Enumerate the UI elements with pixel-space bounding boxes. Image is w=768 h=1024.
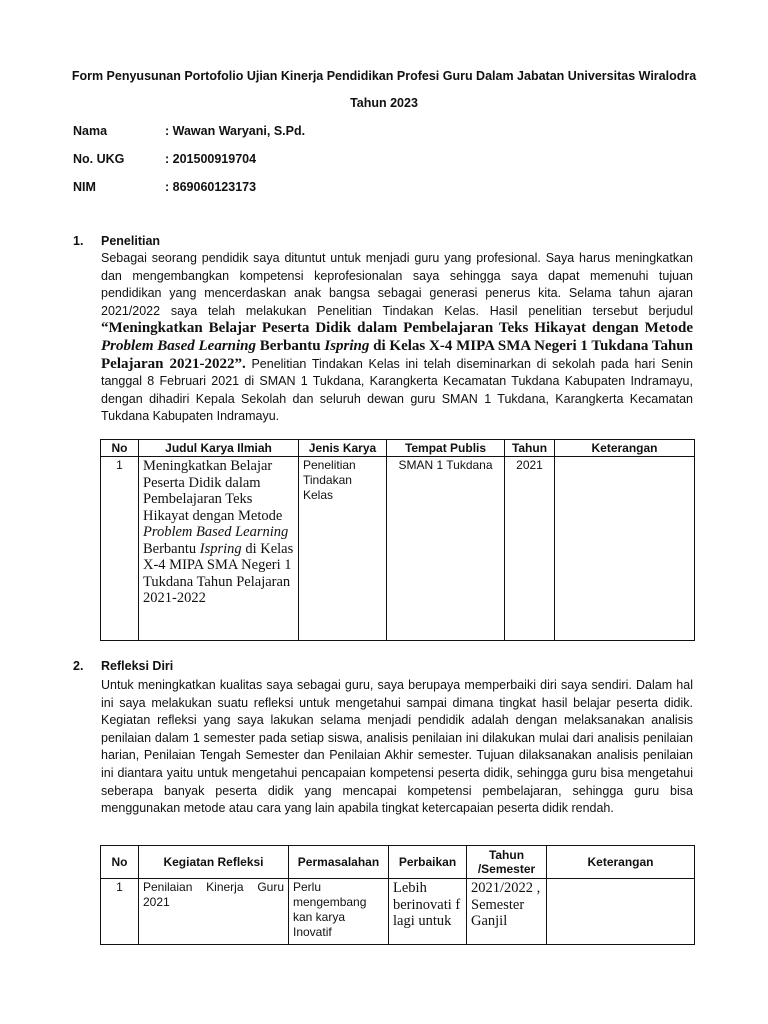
refleksi-paragraph: Untuk meningkatkan kualitas saya sebagai guru, saya berupaya memperbaiki diri saya sendiri. Dalam hal ini saya melakukan suatu refleksi untuk mengetahui sampai dimana tingkat hasil belajar peserta didik. Kegiatan refleksi yang saya lakukan selama menjadi pendidik adalah dengan melaksanakan analisis penilaian dalam 1 semester pada setiap siswa, analisis penilaian ini dilakukan mulai dari analisis penilaian harian, Penilaian Tengah Semester dan Penilaian Akhir semester. Tujuan dilaksanakan analisis penilaian ini diantara yaitu untuk mengetahui pencapaian kompetensi peserta didik, sehingga guru bisa mengetahui seberapa banyak peserta didik yang mencapai kompetensi pembelajaran, sehingga guru bisa menggunakan metode atau cara yang lain apabila tingkat ketercapaian peserta didik rendah. [101,678,693,816]
penelitian-paragraph [101,250,693,426]
ukg-label: No. UKG [73,152,125,166]
col-perbaikan: Perbaikan [389,846,467,879]
cell-judul [139,457,299,641]
col-tempat: Tempat Publis [387,440,505,457]
cell-permasalahan: Perlu mengembang kan karya Inovatif [289,879,389,945]
section-number: 2. [73,659,84,673]
cell-tempat: SMAN 1 Tukdana [387,457,505,641]
cell-no: 1 [101,879,139,945]
form-year: Tahun 2023 [350,96,418,110]
section-number: 1. [73,234,84,248]
col-no: No [101,846,139,879]
judul-italic: Ispring [199,540,242,557]
nim-label: NIM [73,180,96,194]
cell-tahun: 2021 [505,457,555,641]
penelitian-outro: Penelitian Tindakan Kelas ini telah diseminarkan di sekolah pada hari Senin tanggal 8 Februari 2021 di SMAN 1 Tukdana, Karangkerta Kecamatan Tukdana Kabupaten Indramayu, dengan dihadiri Kepala Sekolah dan seluruh dewan guru SMAN 1 Tukdana, Karangkerta Kecamatan Tukdana Kabupaten Indramayu. [101,356,693,424]
col-jenis: Jenis Karya [299,440,387,457]
col-kegiatan: Kegiatan Refleksi [139,846,289,879]
cell-jenis: Penelitian Tindakan Kelas [299,457,387,641]
nim-value: : 869060123173 [165,180,257,194]
research-title-italic: Problem Based Learning [101,337,257,354]
judul-text: Meningkatkan Belajar Peserta Didik dalam Pembelajaran Teks Hikayat dengan Metode [143,458,283,524]
table-header-row [101,846,695,879]
col-judul: Judul Karya Ilmiah [139,440,299,457]
section-title: Penelitian [101,234,161,248]
penelitian-table [100,439,695,641]
cell-no: 1 [101,457,139,641]
cell-kegiatan: Penilaian Kinerja Guru 2021 [139,879,289,945]
col-no: No [101,440,139,457]
cell-keterangan [555,457,695,641]
research-title-part: di Kelas X-4 MIPA SMA Negeri 1 Tukdana Tahun Pelajaran 2021-2022”. [101,337,693,372]
nama-value: : Wawan Waryani, S.Pd. [165,124,306,138]
table-header-row [101,440,695,457]
col-permasalahan: Permasalahan [289,846,389,879]
col-keterangan: Keterangan [547,846,695,879]
research-title-part: Berbantu [256,337,325,354]
penelitian-intro: Sebagai seorang pendidik saya dituntut untuk menjadi guru yang profesional. Saya harus meningkatkan dan mengembangkan kompetensi keprofesionalan saya sehingga saya dapat memenuhi tujuan pendidikan yang mencerdaskan anak bangsa sebagai generasi penerus kita. Selama tahun ajaran 2021/2022 saya telah melakukan Penelitian Tindakan Kelas. Hasil penelitian tersebut berjudul [101,251,693,318]
col-tahun-semester: Tahun /Semester [467,846,547,879]
section-title: Refleksi Diri [101,659,174,673]
judul-italic: Problem Based Learning [143,524,289,540]
ukg-value: : 201500919704 [165,152,257,166]
table-row [101,457,695,641]
form-title: Form Penyusunan Portofolio Ujian Kinerja Pendidikan Profesi Guru Dalam Jabatan Universitas Wiralodra [71,69,697,83]
judul-text: Berbantu [143,540,200,557]
cell-perbaikan: Lebih berinovati f lagi untuk [389,879,467,945]
col-tahun: Tahun [505,440,555,457]
research-title-part: “Meningkatkan Belajar Peserta Didik dalam Pembelajaran Teks Hikayat dengan Metode [101,320,693,337]
judul-text: di Kelas X-4 MIPA SMA Negeri 1 Tukdana Tahun Pelajaran 2021-2022 [143,540,294,606]
nama-label: Nama [73,124,108,138]
cell-keterangan [547,879,695,945]
cell-tahun-semester: 2021/2022 , Semester Ganjil [467,879,547,945]
col-keterangan: Keterangan [555,440,695,457]
research-title-italic: Ispring [324,337,370,354]
table-row [101,879,695,945]
refleksi-table [100,845,695,945]
